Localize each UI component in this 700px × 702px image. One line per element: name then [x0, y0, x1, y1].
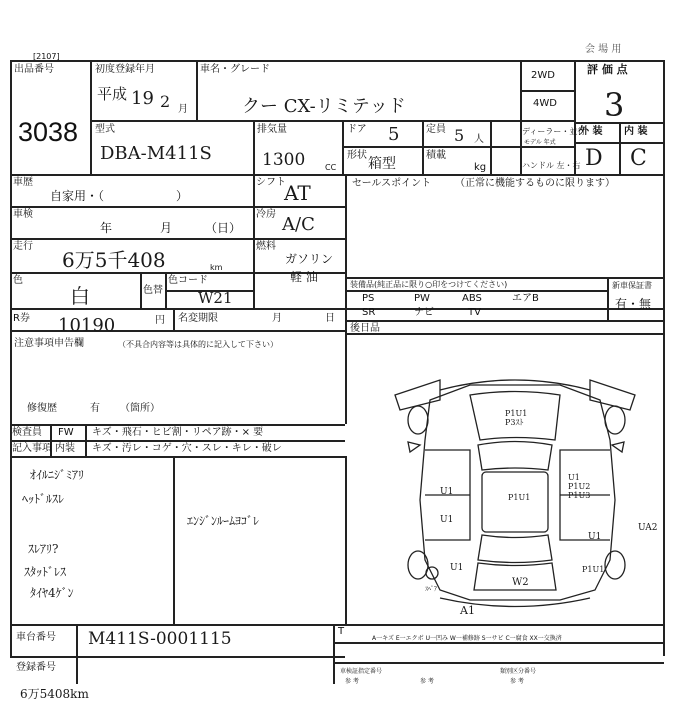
shift-label: シフト: [256, 177, 286, 188]
later-date-label: 後日品: [350, 323, 380, 334]
color-change-label: 色替: [143, 285, 163, 296]
mark-rear-quarter: UA2: [638, 523, 658, 533]
handwritten-note: ﾀｲﾔ4ｹﾞﾝ: [30, 586, 74, 600]
dealer-label: ディーラー・並行: [522, 127, 586, 136]
capacity-value: 5: [454, 126, 465, 145]
load-label: 積載: [426, 150, 446, 161]
handwritten-note: ｽﾚｱﾘ?: [28, 542, 59, 556]
fuel-diesel: 軽 油: [290, 270, 318, 284]
capacity-label: 定員: [426, 124, 446, 135]
recycle-value: 10190: [58, 315, 116, 336]
chassis-number: M411S-0001115: [88, 629, 232, 649]
km-unit: km: [210, 263, 223, 272]
model-label: 型式: [95, 124, 115, 135]
repair-location: （箇所）: [120, 403, 160, 414]
color-code: W21: [198, 289, 233, 307]
doors-value: 5: [388, 124, 400, 145]
evaluation-label: 評 価 点: [587, 63, 628, 76]
registration-year: 19: [131, 88, 154, 109]
history-label: 車歴: [13, 177, 33, 188]
entry-label: 記入事項: [12, 443, 52, 454]
mark-roof: P1U1: [508, 493, 531, 502]
mark-rear-left: U1: [450, 563, 464, 573]
inspector-label: 検査員: [12, 427, 42, 438]
handwritten-note: ｵｲﾙﾆｼﾞﾐｱﾘ: [30, 468, 85, 482]
warranty-label: 新車保証書: [612, 281, 652, 290]
color-code-label: 色コード: [168, 275, 208, 286]
name-change-month: 月: [272, 313, 282, 324]
four-wd-label: 4WD: [533, 98, 557, 109]
shape-label: 形状: [347, 150, 367, 161]
mark-right-rear: U1: [588, 532, 602, 542]
equip-pw: PW: [414, 293, 430, 304]
ref-label: 参 考: [510, 678, 524, 685]
interior-row-label: 内装: [55, 443, 75, 454]
mark-right-door: U1 P1U2 P1U3: [568, 473, 591, 500]
registration-era: 平成: [97, 85, 128, 103]
cc-unit: CC: [325, 163, 337, 172]
interior-label: 内 装: [624, 126, 648, 137]
mark-left-front: U1: [440, 487, 454, 497]
mark-left-rear: U1: [440, 515, 454, 525]
handwritten-note: ﾍｯﾄﾞﾙｽﾚ: [22, 492, 65, 506]
car-name-label: 車名・グレード: [200, 64, 270, 75]
equip-tv: TV: [468, 307, 481, 318]
equipment-label: 装備品(純正品に限り○印をつけてください): [350, 280, 508, 289]
cert-number-label: 車検証指定番号: [340, 668, 383, 675]
fuel-label: 燃料: [256, 241, 276, 252]
notes-instruction: （不具合内容等は具体的に記入して下さい）: [118, 340, 278, 349]
evaluation-score: 3: [604, 86, 625, 124]
mark-hood: P1U1 P3ｽﾄ: [505, 409, 528, 427]
cooler-label: 冷房: [256, 209, 276, 220]
fw-label: FW: [58, 427, 74, 438]
mark-rear-bumper: W2: [512, 577, 529, 588]
exterior-grade: D: [585, 146, 603, 171]
inspection-day: （日）: [205, 221, 242, 235]
bottom-mileage: 6万5408km: [20, 687, 89, 701]
chassis-label: 車台番号: [16, 632, 56, 643]
selling-points-note: （正常に機能するものに限ります）: [455, 178, 615, 189]
cooler-value: A/C: [282, 214, 315, 235]
displacement-label: 排気量: [257, 124, 287, 135]
fuel-gasoline: ガソリン: [285, 252, 334, 266]
shift-value: AT: [284, 181, 311, 205]
mileage-value: 6万5千408: [62, 248, 166, 272]
notes-label: 注意事項申告欄: [14, 338, 84, 349]
handwritten-note: ｽﾀｯﾄﾞﾚｽ: [24, 565, 67, 579]
inspection-label: 車検: [13, 209, 33, 220]
color-value: 白: [70, 284, 90, 308]
capacity-unit: 人: [474, 134, 484, 145]
ref-label: 参 考: [345, 678, 359, 685]
spare-label: ｽﾍﾟｱ: [425, 586, 438, 593]
venue-label: 会 場 用: [585, 44, 622, 55]
equip-sr: SR: [362, 307, 376, 318]
month-unit: 月: [178, 104, 188, 115]
first-registration-label: 初度登録年月: [95, 64, 155, 75]
selling-points-label: セールスポイント: [352, 178, 432, 189]
lot-number-label: 出品番号: [14, 64, 54, 75]
history-value: 自家用・（ ）: [50, 189, 189, 203]
mark-rear-right: P1U1: [582, 565, 605, 574]
warranty-value: 有・無: [615, 297, 652, 311]
fw-checklist: キズ・飛石・ヒビ割・リペア跡・× 要: [92, 427, 264, 438]
shape-value: 箱型: [368, 156, 396, 172]
damage-legend: A一キズ E一エクボ U一凹み W一補修跡 S一サビ C一腐食 XX一交換済: [372, 635, 562, 642]
equip-ps: PS: [362, 293, 375, 304]
mileage-label: 走行: [13, 241, 33, 252]
mark-bottom: A1: [460, 604, 475, 617]
model-code: DBA-M411S: [100, 143, 212, 164]
class-number-label: 類別区分番号: [500, 668, 537, 675]
lot-number: 3038: [18, 117, 79, 147]
sheet-code: [2107]: [33, 52, 60, 61]
interior-grade: C: [630, 146, 647, 171]
chassis-mark: T: [338, 626, 345, 637]
registration-month: 2: [160, 92, 171, 111]
interior-checklist: キズ・汚レ・コゲ・穴・スレ・キレ・破レ: [92, 443, 282, 454]
car-name: クー CX-リミテッド: [242, 96, 406, 117]
repair-history-label: 修復歴: [27, 403, 57, 414]
registration-number-label: 登録番号: [16, 662, 56, 673]
recycle-label: R券: [13, 313, 30, 324]
name-change-day: 日: [325, 313, 335, 324]
inspection-year: 年: [100, 221, 113, 235]
inspection-month: 月: [160, 221, 173, 235]
yen-unit: 円: [155, 315, 165, 326]
name-change-label: 名変期限: [178, 313, 218, 324]
color-label: 色: [13, 275, 23, 286]
model-year-label: モデル 年式: [524, 139, 556, 146]
equip-abs: ABS: [462, 293, 482, 304]
doors-label: ドア: [347, 124, 367, 135]
handle-label: ハンドル 左・右: [522, 161, 581, 170]
repair-history-value: 有: [90, 403, 100, 414]
load-unit: kg: [474, 162, 487, 173]
handwritten-note: ｴﾝｼﾞﾝﾙｰﾑﾖｺﾞﾚ: [187, 514, 260, 528]
equip-airbag: エアB: [512, 293, 539, 304]
displacement-value: 1300: [262, 150, 306, 170]
exterior-label: 外 装: [579, 126, 603, 137]
equip-navi: ナビ: [414, 307, 434, 318]
ref-label: 参 考: [420, 678, 434, 685]
two-wd-label: 2WD: [531, 70, 555, 81]
